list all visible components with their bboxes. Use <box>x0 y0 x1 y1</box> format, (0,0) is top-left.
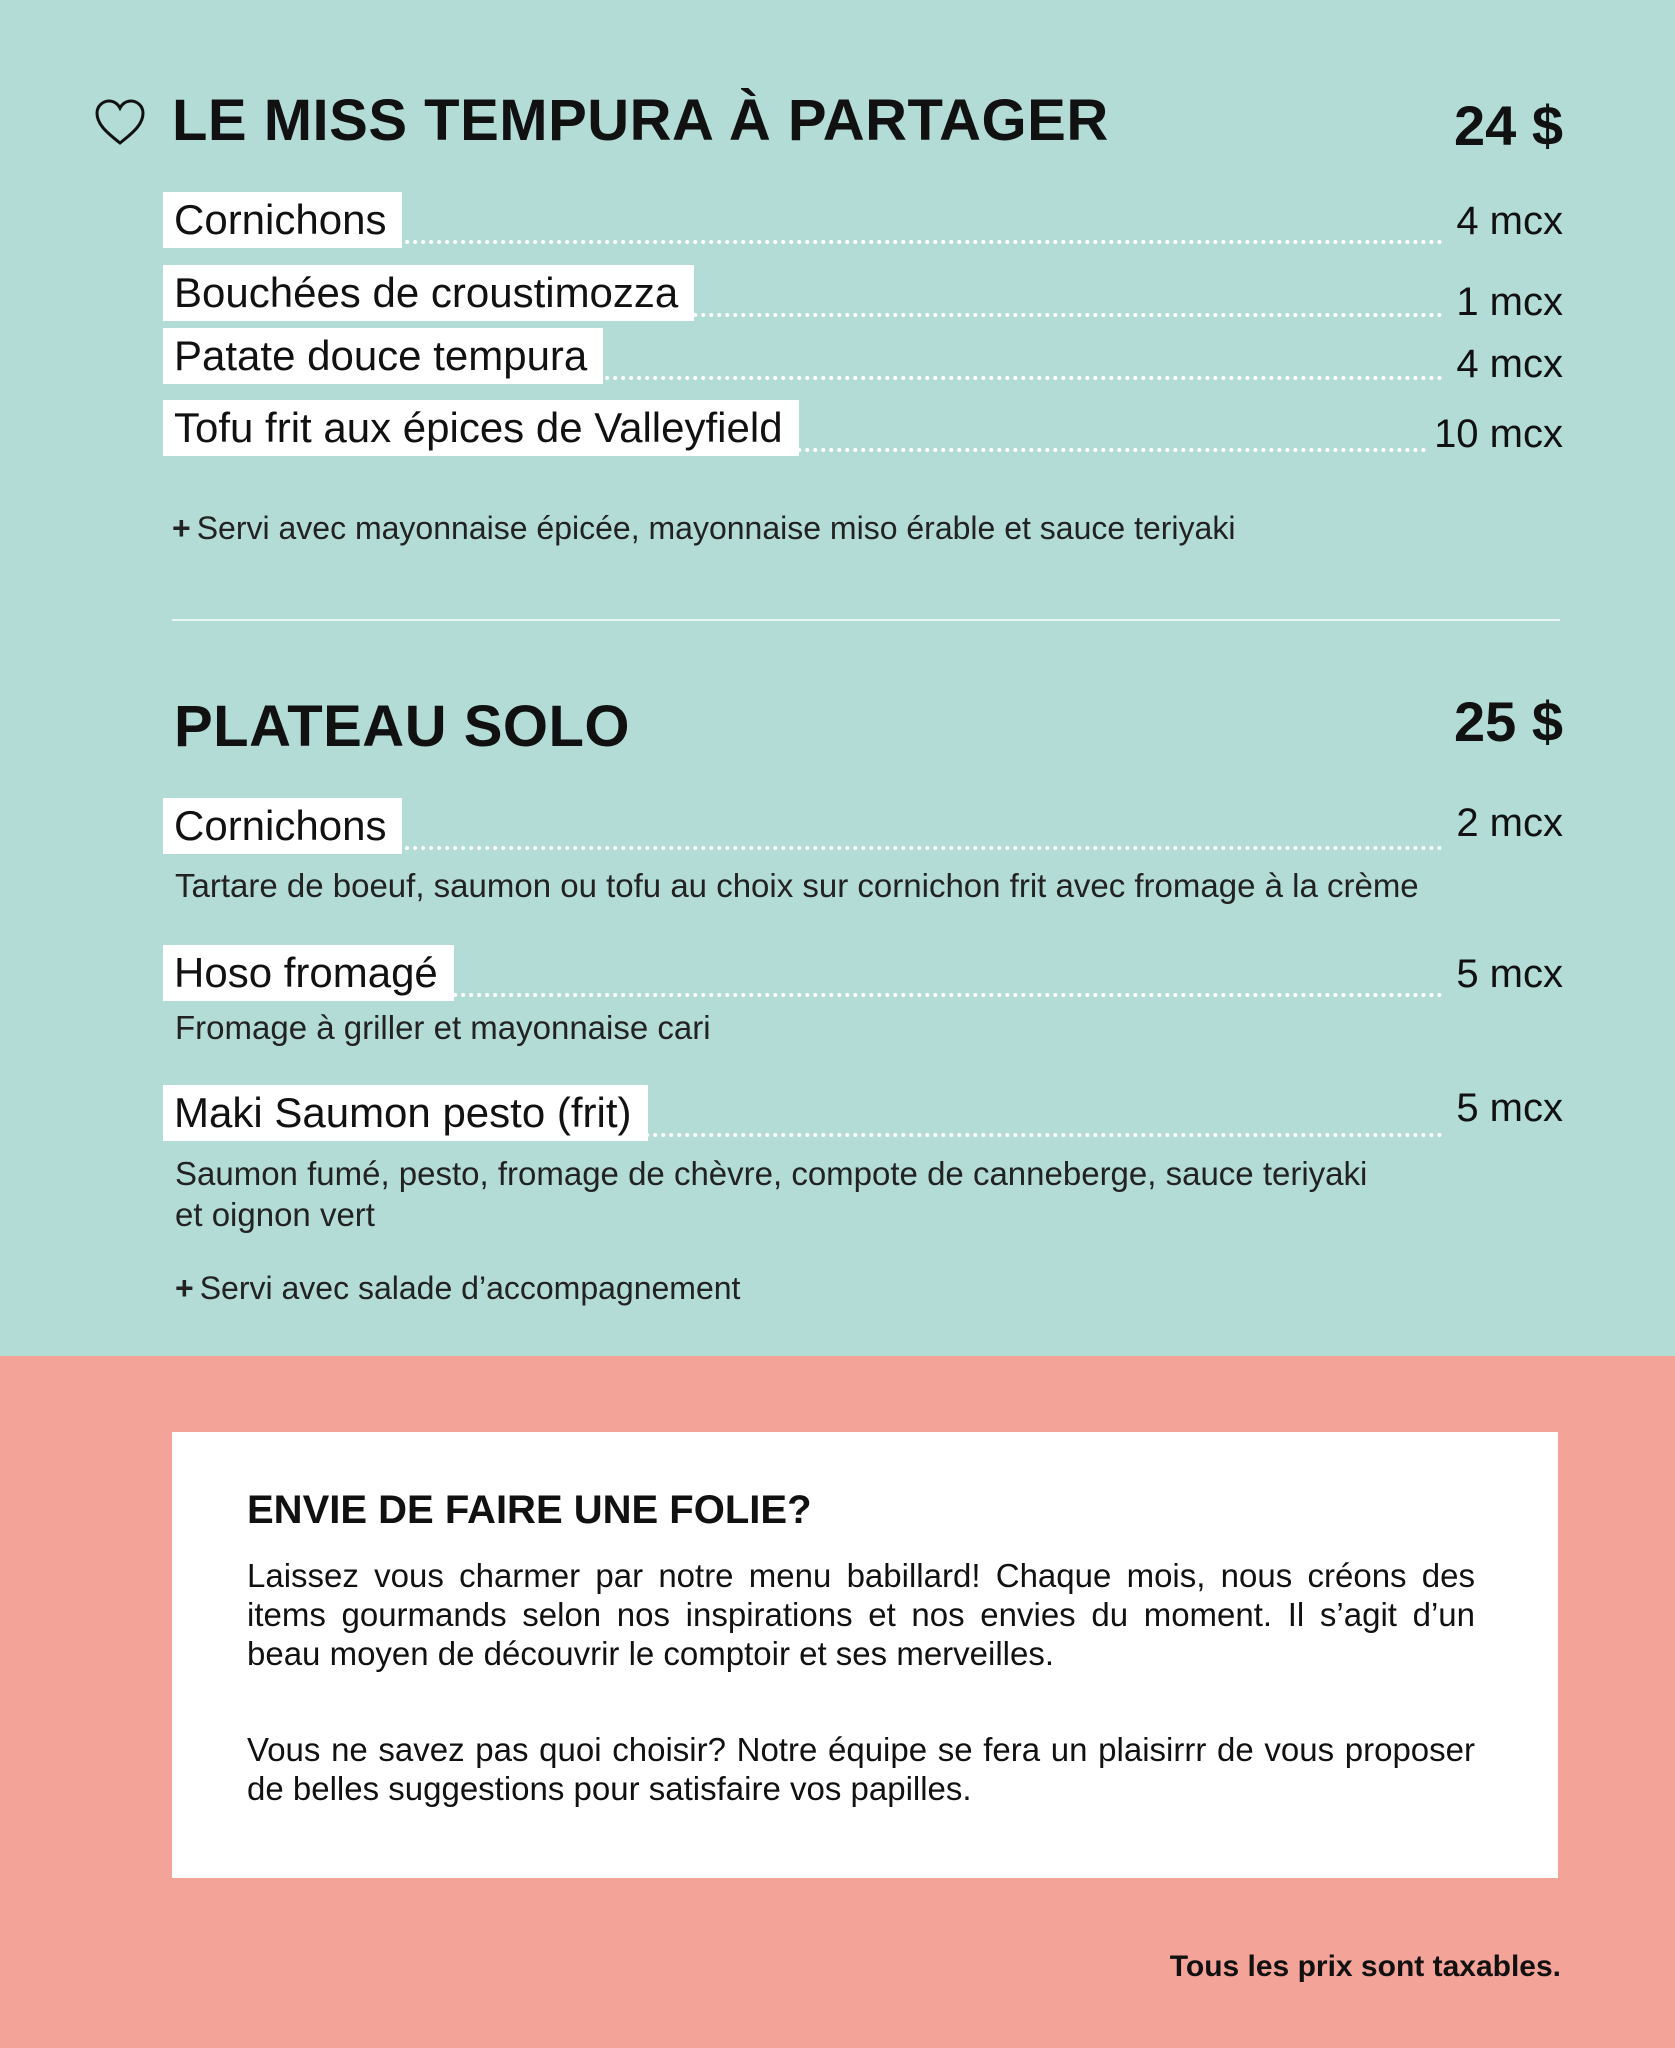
menu-item-name: Cornichons <box>163 798 402 854</box>
menu-item-name: Patate douce tempura <box>163 328 603 384</box>
section-title-plateau-solo: PLATEAU SOLO <box>174 694 631 759</box>
section-price-plateau-solo: 25 $ <box>1454 690 1563 753</box>
menu-item-description: Saumon fumé, pesto, fromage de chèvre, compote de canneberge, sauce teriyaki et oignon vert <box>175 1155 1368 1233</box>
section-title-miss-tempura: LE MISS TEMPURA À PARTAGER <box>172 88 1109 153</box>
menu-item-row <box>163 798 1563 856</box>
menu-item-quantity: 5 mcx <box>1448 945 1563 1003</box>
promo-paragraph-1: Laissez vous charmer par notre menu babillard! Chaque mois, nous créons des items gourmands selon nos inspirations et nos envies du moment. Il s’agit d’un beau moyen de découvrir le comptoir et ses merveilles. <box>247 1557 1475 1672</box>
section-note <box>175 1269 740 1307</box>
section-price-miss-tempura: 24 $ <box>1454 94 1563 157</box>
menu-item-quantity: 2 mcx <box>1448 794 1563 852</box>
menu-item-quantity: 4 mcx <box>1448 335 1563 393</box>
promo-card <box>172 1432 1558 1878</box>
menu-item-quantity: 10 mcx <box>1426 405 1563 463</box>
menu-item-description: Tartare de boeuf, saumon ou tofu au choix sur cornichon frit avec fromage à la crème <box>175 867 1419 904</box>
menu-item-row <box>163 328 1563 386</box>
section-divider <box>172 619 1560 621</box>
menu-item-row <box>163 192 1563 250</box>
menu-item-row <box>163 400 1563 458</box>
promo-title: ENVIE DE FAIRE UNE FOLIE? <box>247 1488 812 1532</box>
menu-item-row <box>163 1085 1563 1143</box>
menu-item-name: Hoso fromagé <box>163 945 454 1001</box>
menu-item-row <box>163 265 1563 323</box>
section-note <box>172 509 1235 547</box>
heart-icon[interactable] <box>94 98 146 148</box>
menu-item-name: Cornichons <box>163 192 402 248</box>
promo-paragraph-2: Vous ne savez pas quoi choisir? Notre équipe se fera un plaisirrr de vous proposer de belles suggestions pour satisfaire vos papilles. <box>247 1731 1475 1807</box>
plus-icon: + <box>175 1270 194 1306</box>
menu-item-quantity: 4 mcx <box>1448 192 1563 250</box>
menu-item-name: Maki Saumon pesto (frit) <box>163 1085 648 1141</box>
menu-item-row <box>163 945 1563 1003</box>
menu-item-name: Tofu frit aux épices de Valleyfield <box>163 400 799 456</box>
note-text: Servi avec salade d’accompagnement <box>199 1270 741 1306</box>
plus-icon: + <box>172 510 191 546</box>
menu-item-quantity: 5 mcx <box>1448 1079 1563 1137</box>
menu-item-quantity: 1 mcx <box>1448 273 1563 331</box>
footer-tax-note: Tous les prix sont taxables. <box>1169 1950 1561 1983</box>
menu-item-name: Bouchées de croustimozza <box>163 265 694 321</box>
menu-item-description: Fromage à griller et mayonnaise cari <box>175 1009 711 1046</box>
note-text: Servi avec mayonnaise épicée, mayonnaise miso érable et sauce teriyaki <box>196 510 1236 546</box>
